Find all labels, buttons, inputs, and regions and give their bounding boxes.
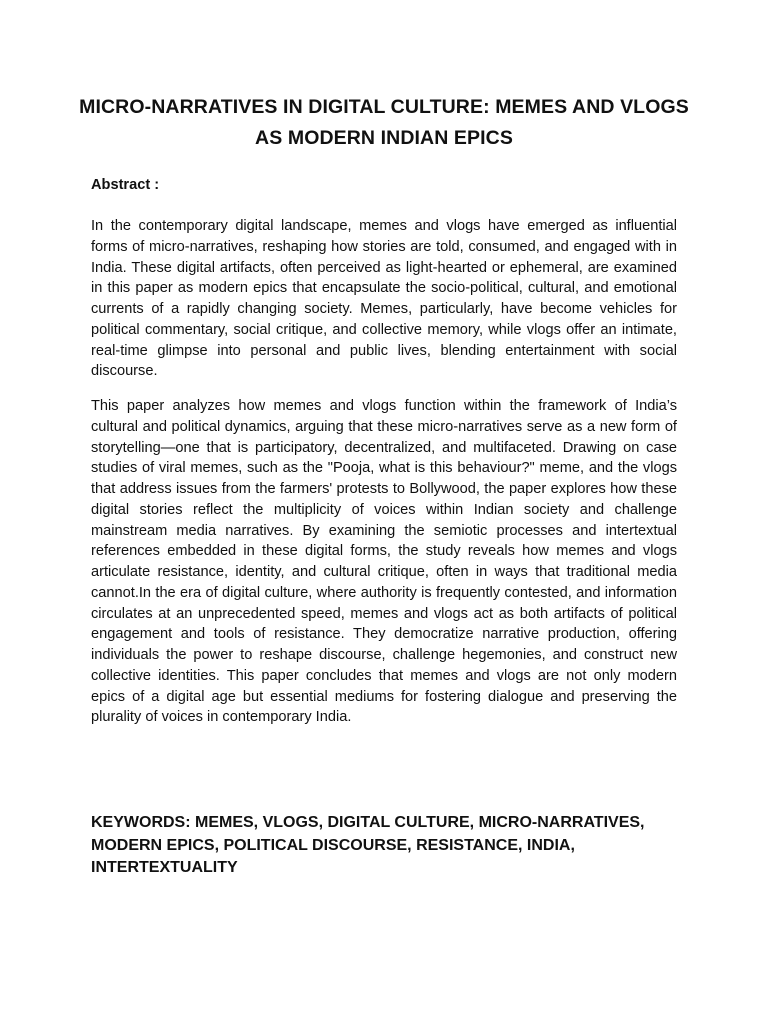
paper-title: MICRO-NARRATIVES IN DIGITAL CULTURE: MEMES AND VLOGS AS MODERN INDIAN EPICS — [79, 96, 689, 149]
abstract-paragraph: This paper analyzes how memes and vlogs function within the framework of India’s cultural and political dynamics, arguing that these micro-narratives serve as a new form of storytelling—one that is participatory, decentralized, and multifaceted. Drawing on case studies of viral memes, such as the "Pooja, what is this behaviour?" meme, and the vlogs that address issues from the farmers' protests to Bollywood, the paper explores how these digital stories reflect the multiplicity of voices within Indian society and challenge mainstream media narratives. By examining the semiotic processes and intertextual references embedded in these digital forms, the study reveals how memes and vlogs articulate resistance, identity, and cultural critique, often in ways that traditional media cannot.In the era of digital culture, where authority is frequently contested, and information circulates at an unprecedented speed, memes and vlogs act as both artifacts of political engagement and tools of resistance. They democratize narrative production, offering individuals the power to reshape discourse, challenge hegemonies, and construct new collective identities. This paper concludes that memes and vlogs are not only modern epics of a digital age but essential mediums for fostering dialogue and preserving the plurality of voices in contemporary India. — [91, 398, 677, 726]
abstract-heading: Abstract : — [91, 177, 160, 193]
keywords: KEYWORDS: MEMES, VLOGS, DIGITAL CULTURE, MICRO-NARRATIVES, MODERN EPICS, POLITICAL DISCOURSE, RESISTANCE, INDIA, INTERTEXTUALITY — [91, 814, 645, 876]
abstract-paragraph: In the contemporary digital landscape, memes and vlogs have emerged as influential forms of micro-narratives, reshaping how stories are told, consumed, and engaged with in India. These digital artifacts, often perceived as light-hearted or ephemeral, are examined in this paper as modern epics that encapsulate the socio-political, cultural, and emotional currents of a rapidly changing society. Memes, particularly, have become vehicles for political commentary, social critique, and collective memory, while vlogs offer an intimate, real-time glimpse into personal and public lives, blending entertainment with social discourse. — [91, 218, 677, 380]
